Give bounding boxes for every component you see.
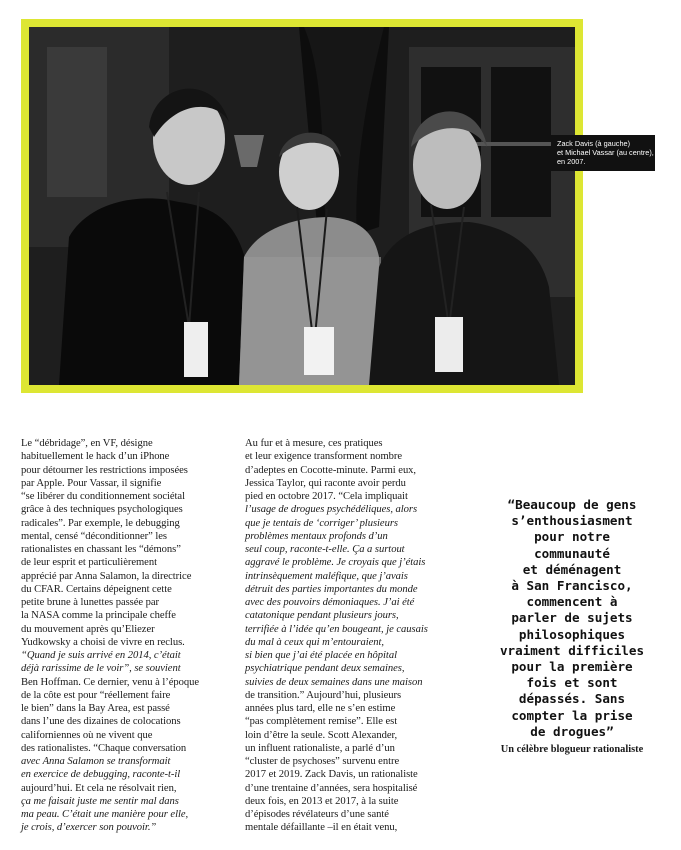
- text-line: dans l’une des dizaines de colocations: [21, 716, 181, 728]
- text-line: l’usage de drogues psychédéliques, alors: [245, 504, 418, 516]
- text-line: 2017 et 2019. Zack Davis, un rationaliste: [245, 769, 418, 781]
- photo-caption: [551, 135, 655, 171]
- pull-quote-line: s’enthousiasment: [511, 513, 633, 529]
- body-column-1: [21, 437, 233, 835]
- text-line: ça me faisait juste me sentir mal dans: [21, 795, 179, 807]
- pull-quote-line: “Beaucoup de gens: [507, 497, 637, 512]
- text-line: du mal à ceux qui m’entouraient,: [245, 636, 385, 648]
- text-line: mentale défaillante –il en était venu,: [245, 822, 398, 834]
- text-line: “cluster de psychoses” survenu entre: [245, 756, 400, 767]
- pull-quote-line: philosophiques: [518, 626, 626, 642]
- text-line: “pas complètement remise”. Elle est: [245, 716, 398, 728]
- text-line: la NASA comme la principale cheffe: [21, 610, 176, 622]
- pull-quote: [474, 497, 670, 740]
- text-line: par Apple. Pour Vassar, il signifie: [21, 477, 162, 489]
- text-line: de transition.” Aujourd’hui, plusieurs: [245, 689, 402, 701]
- text-line: suivies de deux semaines dans une maison: [245, 676, 423, 688]
- group-photo: [29, 27, 575, 385]
- text-line: avec Anna Salamon se transformait: [21, 756, 171, 767]
- text-line: “se libérer du conditionnement sociétal: [21, 491, 185, 502]
- text-line: petite brune à lunettes passée par: [21, 597, 160, 608]
- text-line: de leur esprit et particulièrement: [21, 557, 157, 569]
- text-line: pied en octobre 2017. “Cela impliquait: [245, 491, 408, 502]
- text-line: “Quand je suis arrivé en 2014, c’était: [21, 650, 181, 661]
- text-line: terrifiée à l’idée qu’en bougeant, je causais: [245, 623, 428, 635]
- text-line: Jessica Taylor, qui raconte avoir perdu: [245, 477, 406, 489]
- text-line: que je tentais de ‘corriger’ plusieurs: [245, 517, 398, 529]
- text-line: psychiatrique pendant deux semaines,: [245, 663, 405, 675]
- text-line: seul coup, raconte-t-elle. Ça a surtout: [245, 544, 405, 555]
- text-line: du mouvement après qu’Eliezer: [21, 623, 155, 635]
- text-line: déjà rarissime de le voir”, se souvient: [21, 663, 181, 675]
- caption-line: Zack Davis (à gauche): [557, 139, 630, 148]
- pull-quote-line: communauté: [534, 545, 610, 561]
- text-line: si bien que j’ai été placée en hôpital: [245, 650, 397, 661]
- pull-quote-line: à San Francisco,: [511, 578, 633, 594]
- text-line: californiennes où ne vivent que: [21, 729, 153, 741]
- text-line: ma peau. C’était une manière pour elle,: [21, 809, 189, 820]
- text-line: catatonique pendant plusieurs jours,: [245, 610, 399, 622]
- text-line: d’épisodes révélateurs d’une santé: [245, 809, 389, 820]
- caption-line: et Michael Vassar (au centre),: [557, 148, 654, 157]
- text-line: Le “débridage”, en VF, désigne: [21, 438, 153, 449]
- text-line: Au fur et à mesure, ces pratiques: [245, 438, 383, 449]
- text-line: le bien” dans la Bay Area, est passé: [21, 703, 170, 714]
- pull-quote-attribution: Un célèbre blogueur rationaliste: [500, 744, 644, 755]
- text-line: d’une trentaine d’années, sera hospitalisé: [245, 782, 418, 794]
- pull-quote-line: et déménagent: [522, 561, 622, 577]
- text-line: pour détourner les restrictions imposées: [21, 464, 188, 476]
- caption-line: en 2007.: [557, 157, 586, 166]
- pull-quote-line: pour notre: [534, 529, 610, 545]
- text-line: problèmes mentaux profonds d’un: [245, 530, 388, 542]
- text-line: radicales”. Par exemple, le debugging: [21, 517, 180, 529]
- pull-quote-line: fois et sont: [526, 675, 618, 691]
- text-line: du CFAR. Certains dépeignent cette: [21, 583, 172, 595]
- text-line: apprécié par Anna Salamon, la directrice: [21, 570, 192, 582]
- text-line: habituellement le hack d’un iPhone: [21, 451, 170, 463]
- text-line: aggravé le problème. Je croyais que j’étais: [245, 557, 426, 569]
- pull-quote-line: parler de sujets: [511, 610, 633, 626]
- text-line: en exercice de debugging, raconte-t-il: [21, 769, 181, 781]
- photo-frame: [21, 19, 583, 393]
- text-line: rationalistes en chassant les “démons”: [21, 544, 181, 555]
- pull-quote-line: commencent à: [526, 594, 618, 610]
- text-line: mental, censé “déconditionner” les: [21, 530, 167, 542]
- text-line: aujourd’hui. Et cela ne résolvait rien,: [21, 782, 177, 794]
- text-line: des rationalistes. “Chaque conversation: [21, 742, 187, 754]
- text-line: Yudkowsky a choisi de vivre en reclus.: [21, 636, 185, 648]
- text-line: avec des pouvoirs démoniaques. J’ai été: [245, 597, 415, 608]
- text-line: je crois, d’exercer son pouvoir.”: [21, 822, 157, 834]
- text-line: grâce à des techniques psychologiques: [21, 504, 183, 516]
- text-line: Ben Hoffman. Ce dernier, venu à l’époque: [21, 676, 200, 688]
- text-line: d’adeptes en Cocotte-minute. Parmi eux,: [245, 464, 417, 476]
- photo-illustration: [29, 27, 575, 385]
- text-line: détruit des parties importantes du monde: [245, 583, 418, 595]
- pull-quote-line: compter la prise: [511, 707, 633, 723]
- text-line: et leur exigence transforment nombre: [245, 451, 403, 463]
- text-line: un influent rationaliste, a parlé d’un: [245, 742, 395, 754]
- pull-quote-line: pour la première: [511, 659, 633, 675]
- text-line: intrinsèquement maléfique, que j’avais: [245, 570, 408, 582]
- pull-quote-line: de drogues”: [530, 723, 614, 739]
- pull-quote-line: dépassés. Sans: [518, 691, 626, 707]
- text-line: loin d’être la seule. Scott Alexander,: [245, 729, 398, 741]
- body-column-2: [245, 437, 457, 835]
- text-line: années plus tard, elle ne s’en estime: [245, 703, 396, 714]
- pull-quote-line: vraiment difficiles: [499, 642, 645, 658]
- text-line: de la côte est pour “réellement faire: [21, 689, 171, 701]
- text-line: deux fois, en 2013 et 2017, à la suite: [245, 795, 399, 807]
